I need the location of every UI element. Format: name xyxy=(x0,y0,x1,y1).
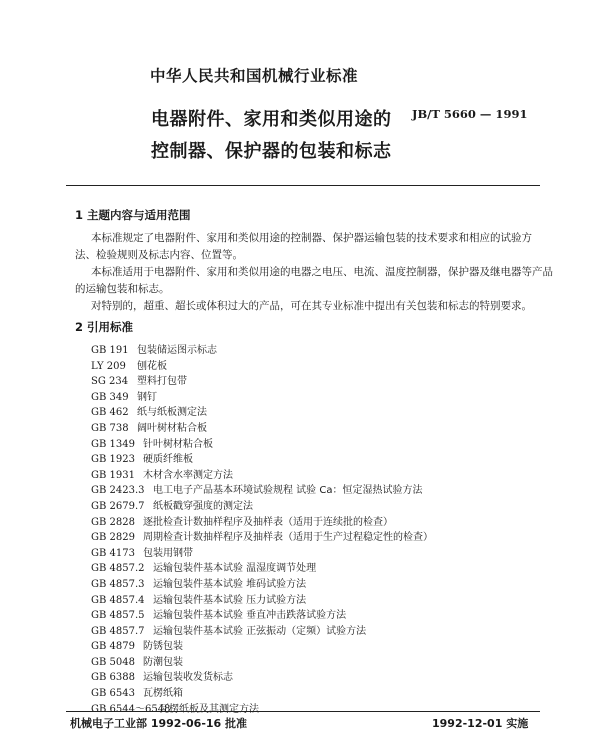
reference-code: GB 462 xyxy=(91,407,129,419)
reference-code: GB 4857.3 xyxy=(91,578,145,590)
reference-code: GB 4879 xyxy=(91,641,135,653)
reference-code: GB 1349 xyxy=(91,438,135,450)
reference-code: GB 191 xyxy=(91,345,129,356)
approval-date: 机械电子工业部 1992-06-16 批准 xyxy=(70,717,248,730)
reference-code: GB 2679.7 xyxy=(91,500,145,512)
reference-title: 运输包装件基本试验 堆码试验方法 xyxy=(153,578,307,590)
reference-code: GB 4857.4 xyxy=(91,594,145,606)
reference-item xyxy=(91,530,433,546)
section-1-paragraph-2-line-1: 本标准适用于电器附件、家用和类似用途的电器之电压、电流、温度控制器，保护器及继电器等产品 xyxy=(91,266,553,278)
reference-code: GB 4857.7 xyxy=(91,625,145,637)
reference-item xyxy=(91,468,233,484)
section-1-paragraph-2-line-2: 的运输包装和标志。 xyxy=(75,283,170,295)
reference-item xyxy=(91,639,183,655)
reference-title: 瓦楞纸箱 xyxy=(143,688,183,700)
reference-item xyxy=(91,499,253,515)
reference-code: GB 6388 xyxy=(91,672,135,684)
reference-item xyxy=(91,624,367,640)
effective-date: 1992-12-01 实施 xyxy=(432,717,529,730)
reference-title: 周期检查计数抽样程序及抽样表（适用于生产过程稳定性的检查） xyxy=(143,532,433,544)
reference-title: 运输包装件基本试验 垂直冲击跌落试验方法 xyxy=(153,610,347,622)
reference-code: GB 6543 xyxy=(91,688,135,700)
reference-title: 包装用钢带 xyxy=(143,547,193,559)
reference-title: 瓦楞纸板及其测定方法 xyxy=(159,703,259,715)
reference-item xyxy=(91,546,193,562)
footer-divider xyxy=(66,711,540,712)
referenced-standards-list xyxy=(91,343,433,717)
reference-title: 硬质纤维板 xyxy=(143,454,193,466)
reference-code: SG 234 xyxy=(91,376,129,388)
reference-item xyxy=(91,593,307,609)
reference-title: 逐批检查计数抽样程序及抽样表（适用于连续批的检查） xyxy=(143,516,393,528)
reference-code: GB 1931 xyxy=(91,469,135,481)
reference-item xyxy=(91,655,183,671)
reference-code: GB 4857.5 xyxy=(91,610,145,622)
reference-item xyxy=(91,421,207,437)
reference-title: 包装储运图示标志 xyxy=(137,345,217,356)
reference-code: GB 2828 xyxy=(91,516,135,528)
reference-code: LY 209 xyxy=(91,360,126,372)
reference-item xyxy=(91,359,170,375)
reference-code: GB 738 xyxy=(91,422,129,434)
reference-title: 针叶树材粘合板 xyxy=(143,438,213,450)
reference-title: 纸与纸板测定法 xyxy=(137,407,207,419)
section-1-paragraph-3: 对特别的，超重、超长或体积过大的产品，可在其专业标准中提出有关包装和标志的特别要求。 xyxy=(91,300,532,312)
reference-code: GB 349 xyxy=(91,391,129,403)
reference-item xyxy=(91,483,423,499)
reference-code: GB 2423.3 xyxy=(91,485,145,497)
reference-item xyxy=(91,608,347,624)
reference-item xyxy=(91,374,187,390)
standard-number: JB/T 5660 — 1991 xyxy=(412,107,528,121)
reference-title: 塑料打包带 xyxy=(137,376,187,388)
header-divider xyxy=(66,185,540,186)
section-2-heading: 2 引用标准 xyxy=(75,320,134,334)
reference-code: GB 4173 xyxy=(91,547,135,559)
reference-title: 纸板戳穿强度的测定法 xyxy=(153,500,253,512)
reference-title: 运输包装件基本试验 温湿度调节处理 xyxy=(153,563,317,575)
document-title-line-2: 控制器、保护器的包装和标志 xyxy=(151,141,392,162)
reference-item xyxy=(91,561,317,577)
reference-item xyxy=(91,670,233,686)
reference-code: GB 2829 xyxy=(91,532,135,544)
reference-title: 阔叶树材粘合板 xyxy=(137,422,207,434)
document-title-line-1: 电器附件、家用和类似用途的 xyxy=(151,109,392,130)
reference-code: GB 1923 xyxy=(91,454,135,466)
reference-item xyxy=(91,343,217,359)
reference-title: 运输包装件基本试验 正弦振动（定频）试验方法 xyxy=(153,625,367,637)
reference-item xyxy=(91,577,307,593)
reference-title: 防锈包装 xyxy=(143,641,183,653)
reference-code: GB 5048 xyxy=(91,656,135,668)
reference-title: 防潮包装 xyxy=(143,656,183,668)
reference-title: 运输包装收发货标志 xyxy=(143,672,233,684)
section-1-heading: 1 主题内容与适用范围 xyxy=(75,208,191,222)
reference-item xyxy=(91,515,393,531)
section-1-paragraph-1-line-1: 本标准规定了电器附件、家用和类似用途的控制器、保护器运输包装的技术要求和相应的试验方 xyxy=(91,232,532,244)
reference-item xyxy=(91,405,207,421)
section-1-paragraph-1-line-2: 法、检验规则及标志内容、位置等。 xyxy=(75,249,243,261)
reference-title: 运输包装件基本试验 压力试验方法 xyxy=(153,594,307,606)
reference-title: 电工电子产品基本环境试验规程 试验 Ca：恒定湿热试验方法 xyxy=(153,485,423,497)
reference-code: GB 6544～6548 xyxy=(91,703,171,715)
reference-item xyxy=(91,686,183,702)
issuing-organization: 中华人民共和国机械行业标准 xyxy=(150,67,359,85)
reference-title: 钢钉 xyxy=(137,391,157,403)
reference-title: 木材含水率测定方法 xyxy=(143,469,233,481)
reference-item xyxy=(91,437,213,453)
reference-code: GB 4857.2 xyxy=(91,563,145,575)
reference-title: 刨花板 xyxy=(137,360,167,372)
reference-item xyxy=(91,452,193,468)
reference-item xyxy=(91,390,170,406)
